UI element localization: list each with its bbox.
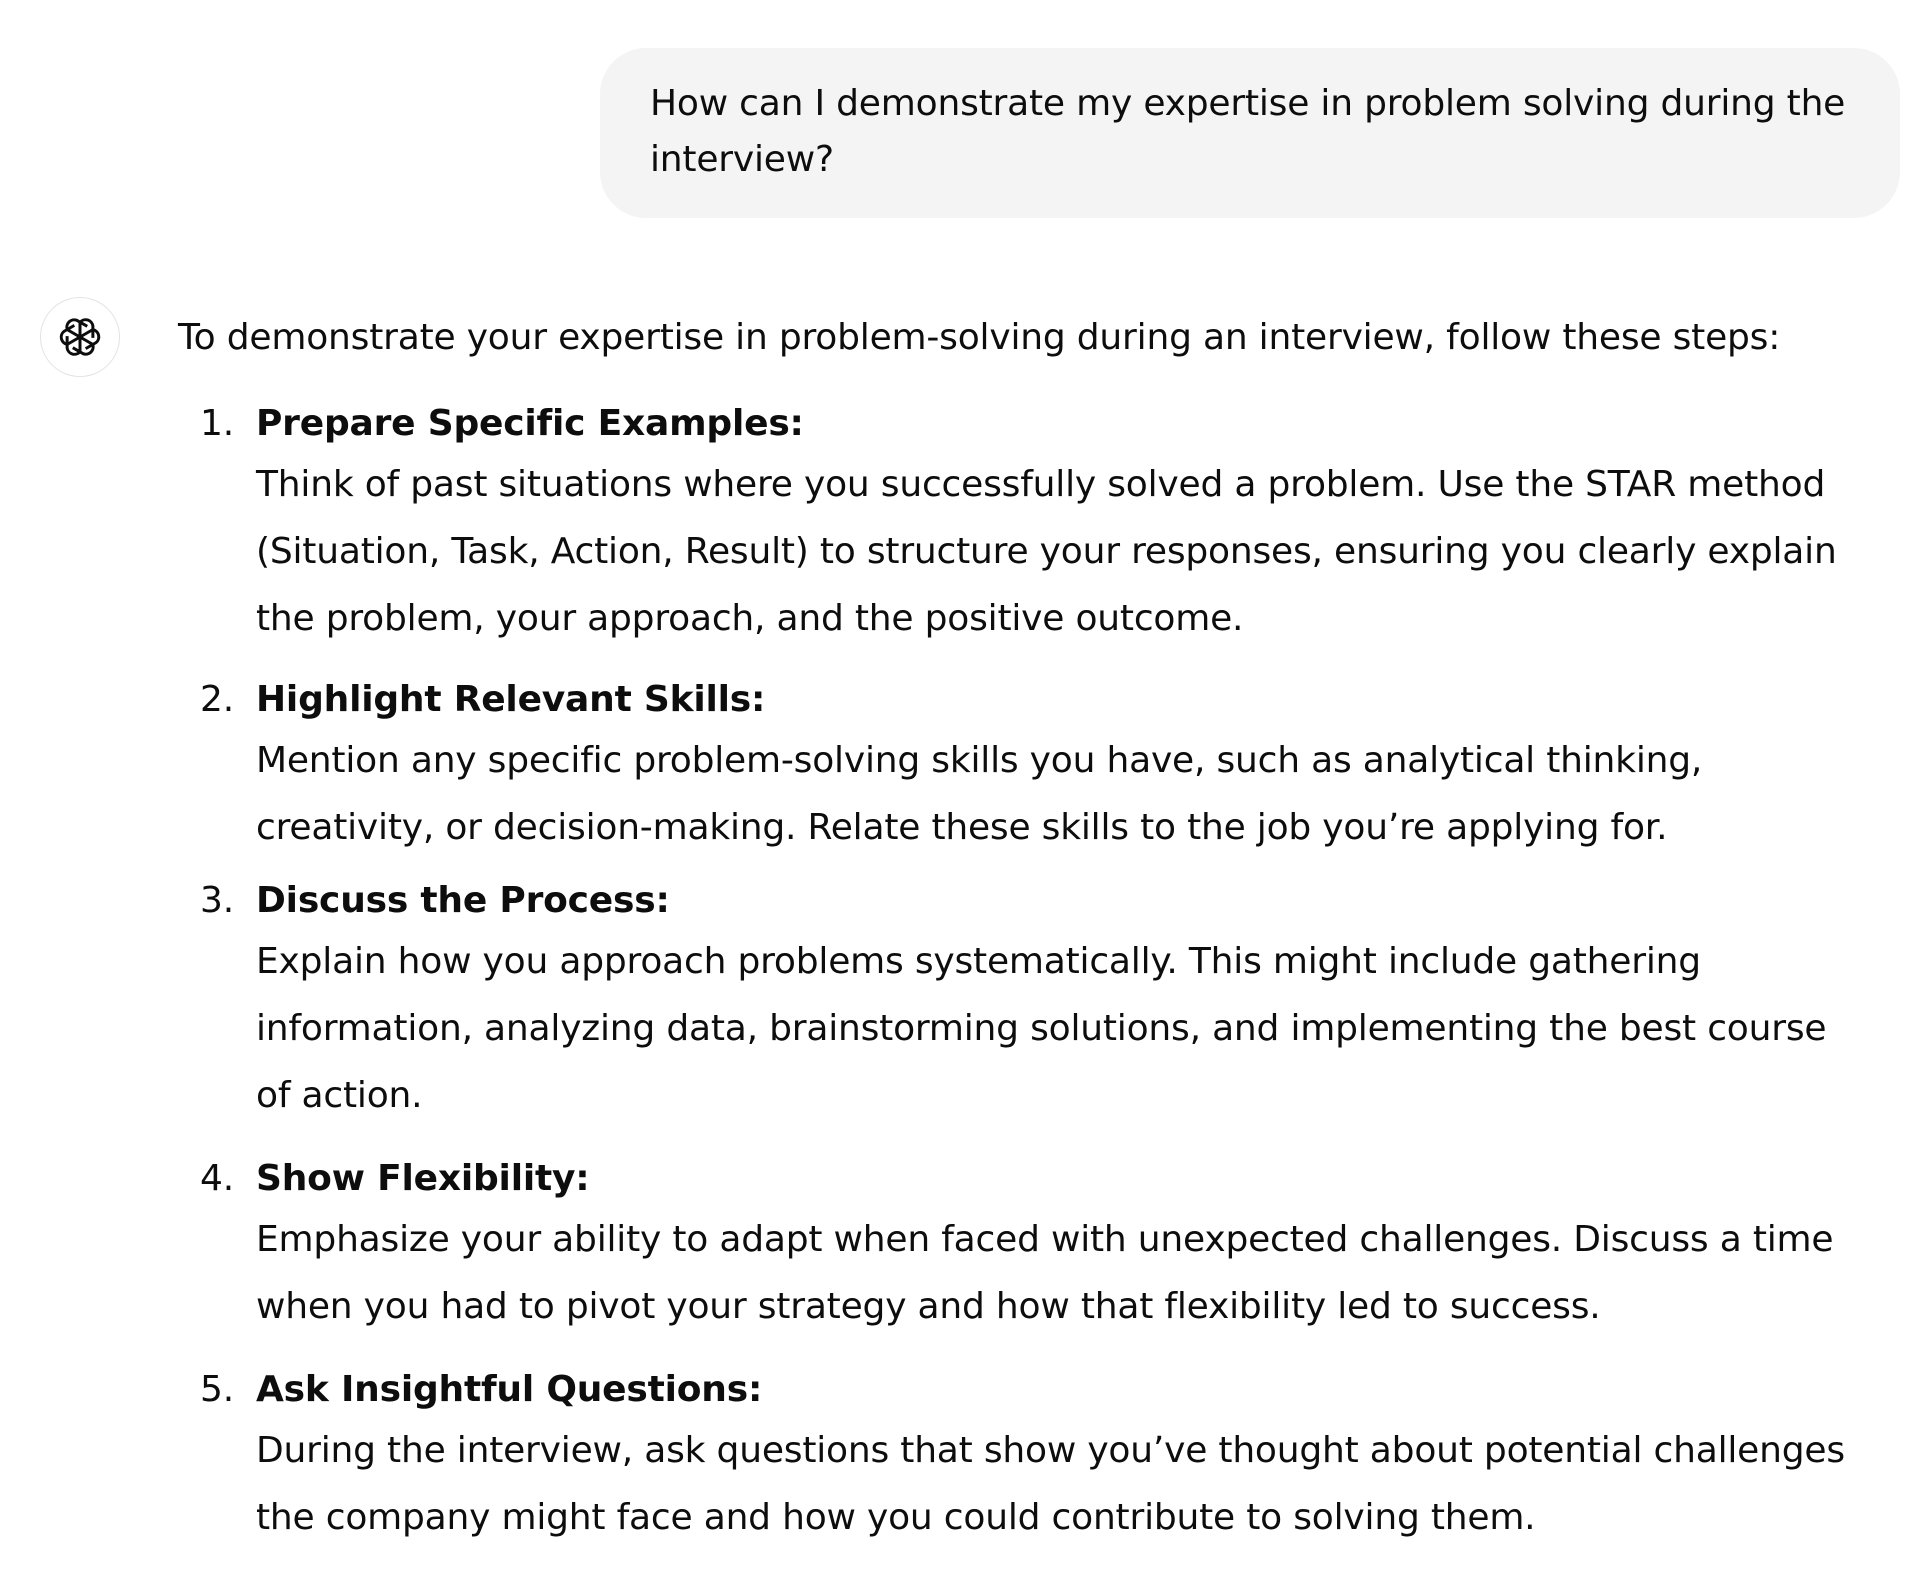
steps-list [178, 396, 1868, 1551]
step-text: Explain how you approach problems systematically. This might include gathering information, analyzing data, brainstorming solutions, and implementing the best course of action. [256, 941, 1827, 1116]
step-title: Ask Insightful Questions: [256, 1369, 763, 1410]
assistant-message [178, 310, 1868, 1551]
step-text: Mention any specific problem-solving skills you have, such as analytical thinking, creativity, or decision-making. Relate these skills to the job you’re applying for. [256, 740, 1703, 848]
step-number: 2. [200, 679, 234, 720]
step-number: 3. [200, 880, 234, 921]
list-item [178, 1362, 1868, 1551]
list-item [178, 1151, 1868, 1340]
assistant-avatar [40, 297, 120, 377]
step-text: During the interview, ask questions that show you’ve thought about potential challenges the company might face and how you could contribute to solving them. [256, 1430, 1845, 1538]
list-item [178, 396, 1868, 652]
step-title: Highlight Relevant Skills: [256, 679, 766, 720]
list-item [178, 873, 1868, 1129]
openai-logo-icon [57, 314, 103, 360]
step-text: Think of past situations where you successfully solved a problem. Use the STAR method (Situation, Task, Action, Result) to structure your responses, ensuring you clearly explain the problem, your approach, and the positive outcome. [256, 464, 1837, 639]
step-number: 1. [200, 403, 234, 444]
assistant-intro: To demonstrate your expertise in problem-solving during an interview, follow these steps: [178, 317, 1781, 358]
list-item [178, 672, 1868, 861]
step-title: Show Flexibility: [256, 1158, 590, 1199]
user-message-bubble [600, 48, 1900, 218]
step-number: 5. [200, 1369, 234, 1410]
step-title: Prepare Specific Examples: [256, 403, 804, 444]
step-title: Discuss the Process: [256, 880, 670, 921]
step-number: 4. [200, 1158, 234, 1199]
user-message-text: How can I demonstrate my expertise in problem solving during the interview? [650, 83, 1846, 180]
step-text: Emphasize your ability to adapt when faced with unexpected challenges. Discuss a time when you had to pivot your strategy and how that flexibility led to success. [256, 1219, 1834, 1327]
